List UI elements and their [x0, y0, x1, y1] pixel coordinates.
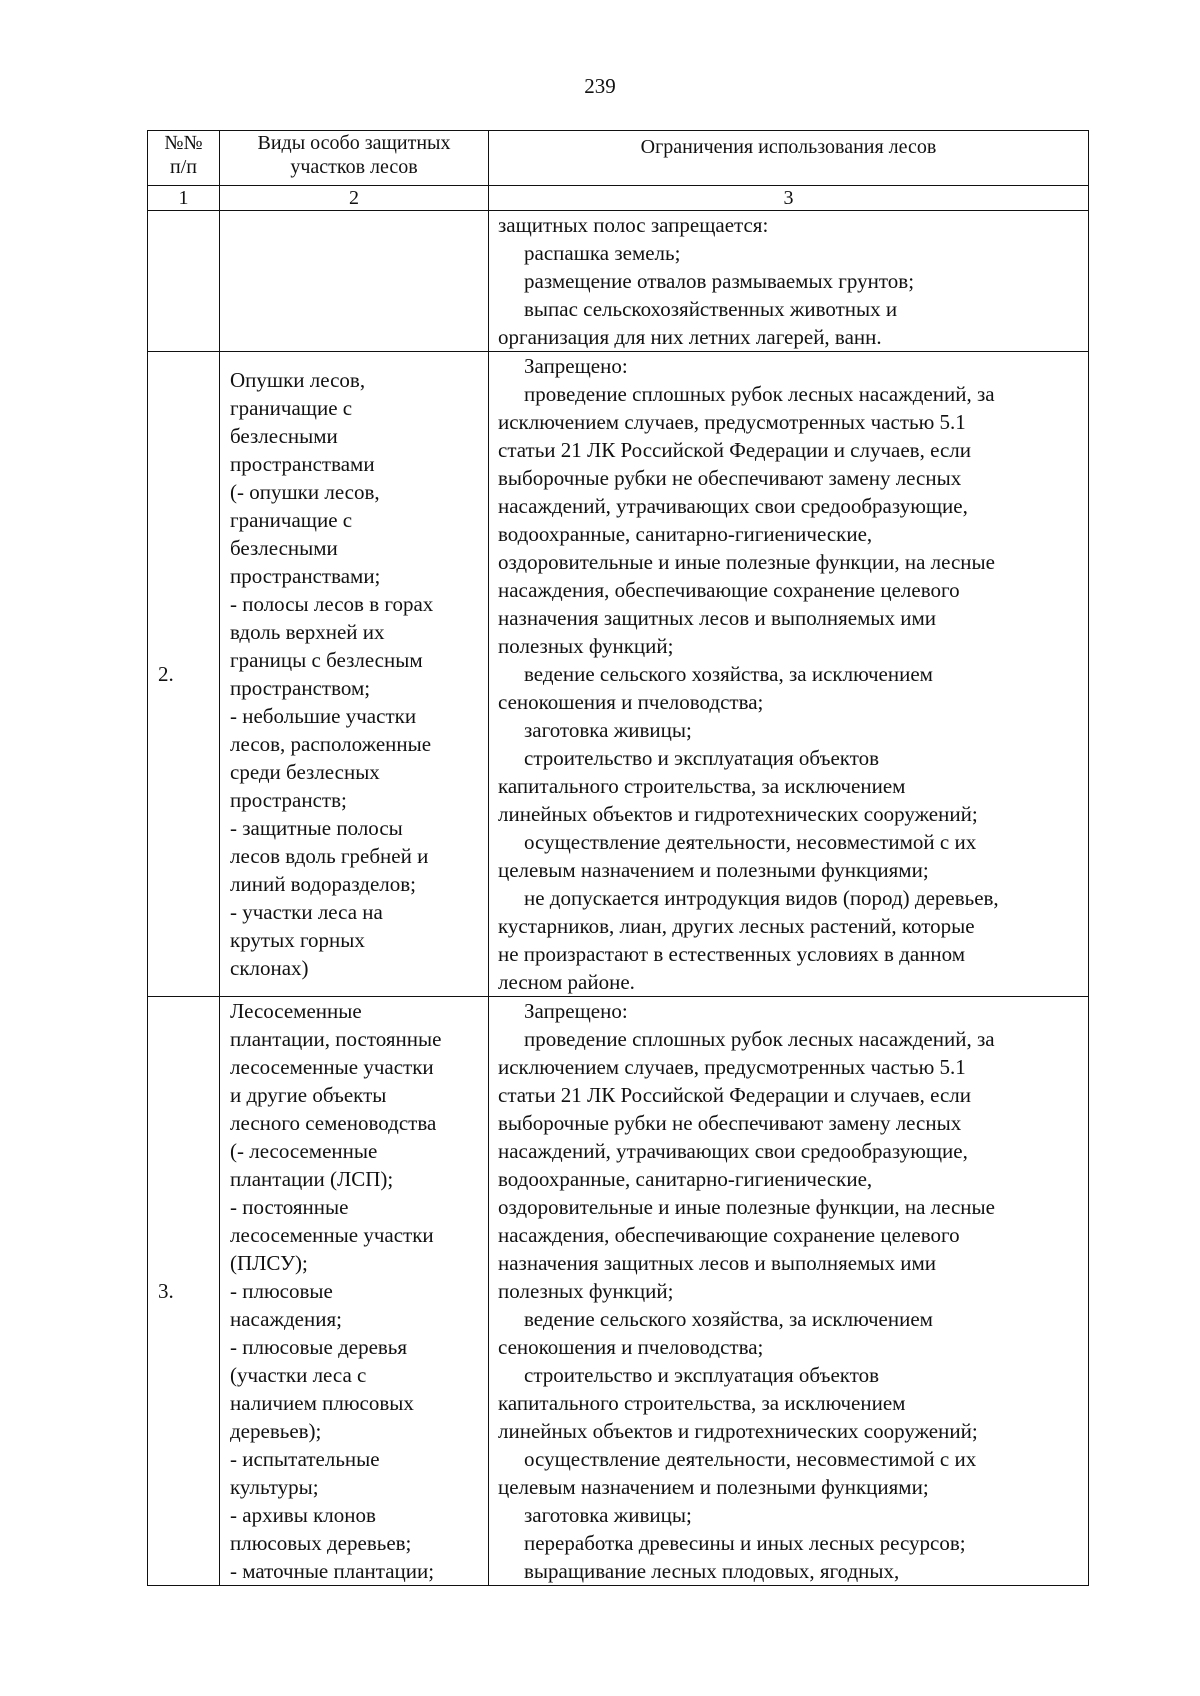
text-line: Опушки лесов, [230, 368, 366, 392]
text-line: лесов вдоль гребней и [230, 844, 429, 868]
text-line: деревьев); [230, 1419, 322, 1443]
text-line: насаждений, утрачивающих свои средообразующие, [498, 1139, 968, 1163]
text-line: линий водоразделов; [230, 872, 417, 896]
table-row-3 [148, 997, 1089, 1586]
text-line: насаждений, утрачивающих свои средообразующие, [498, 494, 968, 518]
text-line: Запрещено: [524, 354, 628, 378]
text-line: Лесосеменные [230, 999, 362, 1023]
text-line: выборочные рубки не обеспечивают замену лесных [498, 1111, 962, 1135]
text-line: выборочные рубки не обеспечивают замену лесных [498, 466, 962, 490]
text-line: ведение сельского хозяйства, за исключением [524, 662, 933, 686]
text-line: - полосы лесов в горах [230, 592, 434, 616]
row-types-text [220, 352, 488, 982]
text-line: (- лесосеменные [230, 1139, 378, 1163]
text-line: - защитные полосы [230, 816, 403, 840]
column-number-row [148, 186, 1089, 211]
text-line: лесов, расположенные [230, 732, 432, 756]
text-line: сенокошения и пчеловодства; [498, 690, 764, 714]
header-number-cell [148, 131, 220, 186]
text-line: проведение сплошных рубок лесных насаждений, за [524, 382, 995, 406]
continuation-row [148, 211, 1089, 352]
text-line: защитных полос запрещается: [498, 213, 769, 237]
text-line: насаждения, обеспечивающие сохранение целевого [498, 578, 960, 602]
text-line: линейных объектов и гидротехнических сооружений; [498, 802, 978, 826]
text-line: выпас сельскохозяйственных животных и [524, 297, 898, 321]
column-number-cell: 3 [489, 186, 1089, 211]
row-restrictions-cell [489, 352, 1089, 997]
text-line: капитального строительства, за исключением [498, 774, 906, 798]
text-line: безлесными [230, 424, 338, 448]
text-line: склонах) [230, 956, 309, 980]
text-line: целевым назначением и полезными функциями; [498, 858, 929, 882]
text-line: статьи 21 ЛК Российской Федерации и случаев, если [498, 1083, 971, 1107]
column-number-cell: 2 [220, 186, 489, 211]
text-line: насаждения; [230, 1307, 342, 1331]
text-line: водоохранные, санитарно-гигиенические, [498, 1167, 873, 1191]
text-line: плантации, постоянные [230, 1027, 442, 1051]
text-line: оздоровительные и иные полезные функции, на лесные [498, 550, 995, 574]
text-line: полезных функций; [498, 1279, 674, 1303]
header-types-cell [220, 131, 489, 186]
text-line: лесосеменные участки [230, 1223, 434, 1247]
text-line: исключением случаев, предусмотренных частью 5.1 [498, 410, 966, 434]
text-line: не произрастают в естественных условиях в данном [498, 942, 966, 966]
text-line: Запрещено: [524, 999, 628, 1023]
text-line: статьи 21 ЛК Российской Федерации и случаев, если [498, 438, 971, 462]
column-number-cell: 1 [148, 186, 220, 211]
row-restrictions-text [489, 997, 1088, 1585]
continuation-text [489, 211, 1088, 351]
text-line: кустарников, лиан, других лесных растений, которые [498, 914, 975, 938]
text-line: - испытательные [230, 1447, 380, 1471]
text-line: полезных функций; [498, 634, 674, 658]
row-types-cell [220, 352, 489, 997]
continuation-number-cell [148, 211, 220, 352]
text-line: и другие объекты [230, 1083, 387, 1107]
text-line: водоохранные, санитарно-гигиенические, [498, 522, 873, 546]
text-line: капитального строительства, за исключением [498, 1391, 906, 1415]
text-line: заготовка живицы; [524, 718, 692, 742]
text-line: среди безлесных [230, 760, 380, 784]
restrictions-table [147, 130, 1089, 1586]
header-restrictions-label: Ограничения использования лесов [640, 136, 937, 158]
text-line: - участки леса на [230, 900, 383, 924]
text-line: граничащие с [230, 396, 353, 420]
text-line: пространством; [230, 676, 371, 700]
text-line: (ПЛСУ); [230, 1251, 308, 1275]
text-line: крутых горных [230, 928, 365, 952]
row-restrictions-text [489, 352, 1088, 996]
row-restrictions-cell [489, 997, 1089, 1586]
text-line: лесного семеноводства [230, 1111, 437, 1135]
text-line: безлесными [230, 536, 338, 560]
text-line: - небольшие участки [230, 704, 417, 728]
text-line: - архивы клонов [230, 1503, 376, 1527]
text-line: строительство и эксплуатация объектов [524, 746, 880, 770]
text-line: лесосеменные участки [230, 1055, 434, 1079]
text-line: ведение сельского хозяйства, за исключением [524, 1307, 933, 1331]
text-line: размещение отвалов размываемых грунтов; [524, 269, 915, 293]
text-line: организация для них летних лагерей, ванн. [498, 325, 882, 349]
text-line: строительство и эксплуатация объектов [524, 1363, 880, 1387]
header-number-line: п/п [170, 156, 197, 178]
text-line: граничащие с [230, 508, 353, 532]
row-types-cell [220, 997, 489, 1586]
text-line: (- опушки лесов, [230, 480, 380, 504]
text-line: лесном районе. [498, 970, 635, 994]
text-line: - постоянные [230, 1195, 349, 1219]
text-line: выращивание лесных плодовых, ягодных, [524, 1559, 900, 1583]
row-types-text [220, 997, 488, 1585]
text-line: оздоровительные и иные полезные функции, на лесные [498, 1195, 995, 1219]
text-line: осуществление деятельности, несовместимой с их [524, 830, 977, 854]
text-line: границы с безлесным [230, 648, 423, 672]
row-number: 2. [148, 352, 220, 997]
row-number: 3. [148, 997, 220, 1586]
text-line: переработка древесины и иных лесных ресурсов; [524, 1531, 966, 1555]
text-line: линейных объектов и гидротехнических сооружений; [498, 1419, 978, 1443]
continuation-restrictions-cell [489, 211, 1089, 352]
text-line: сенокошения и пчеловодства; [498, 1335, 764, 1359]
text-line: культуры; [230, 1475, 319, 1499]
text-line: - плюсовые деревья [230, 1335, 408, 1359]
page-number: 239 [584, 74, 616, 98]
continuation-types-cell [220, 211, 489, 352]
text-line: проведение сплошных рубок лесных насаждений, за [524, 1027, 995, 1051]
text-line: заготовка живицы; [524, 1503, 692, 1527]
text-line: пространств; [230, 788, 347, 812]
text-line: - плюсовые [230, 1279, 333, 1303]
text-line: пространствами [230, 452, 375, 476]
text-line: не допускается интродукция видов (пород) деревьев, [524, 886, 999, 910]
text-line: назначения защитных лесов и выполняемых ими [498, 606, 937, 630]
text-line: вдоль верхней их [230, 620, 385, 644]
text-line: плюсовых деревьев; [230, 1531, 412, 1555]
table-header-row [148, 131, 1089, 186]
header-number-line: №№ [164, 132, 203, 154]
text-line: насаждения, обеспечивающие сохранение целевого [498, 1223, 960, 1247]
text-line: плантации (ЛСП); [230, 1167, 394, 1191]
header-restrictions-cell [489, 131, 1089, 186]
header-types-line: Виды особо защитных [257, 132, 451, 154]
text-line: (участки леса с [230, 1363, 367, 1387]
table-row-2 [148, 352, 1089, 997]
text-line: пространствами; [230, 564, 381, 588]
text-line: целевым назначением и полезными функциями; [498, 1475, 929, 1499]
text-line: наличием плюсовых [230, 1391, 414, 1415]
text-line: осуществление деятельности, несовместимой с их [524, 1447, 977, 1471]
header-types-line: участков лесов [290, 156, 418, 178]
text-line: исключением случаев, предусмотренных частью 5.1 [498, 1055, 966, 1079]
text-line: назначения защитных лесов и выполняемых ими [498, 1251, 937, 1275]
text-line: распашка земель; [524, 241, 681, 265]
text-line: - маточные плантации; [230, 1559, 435, 1583]
